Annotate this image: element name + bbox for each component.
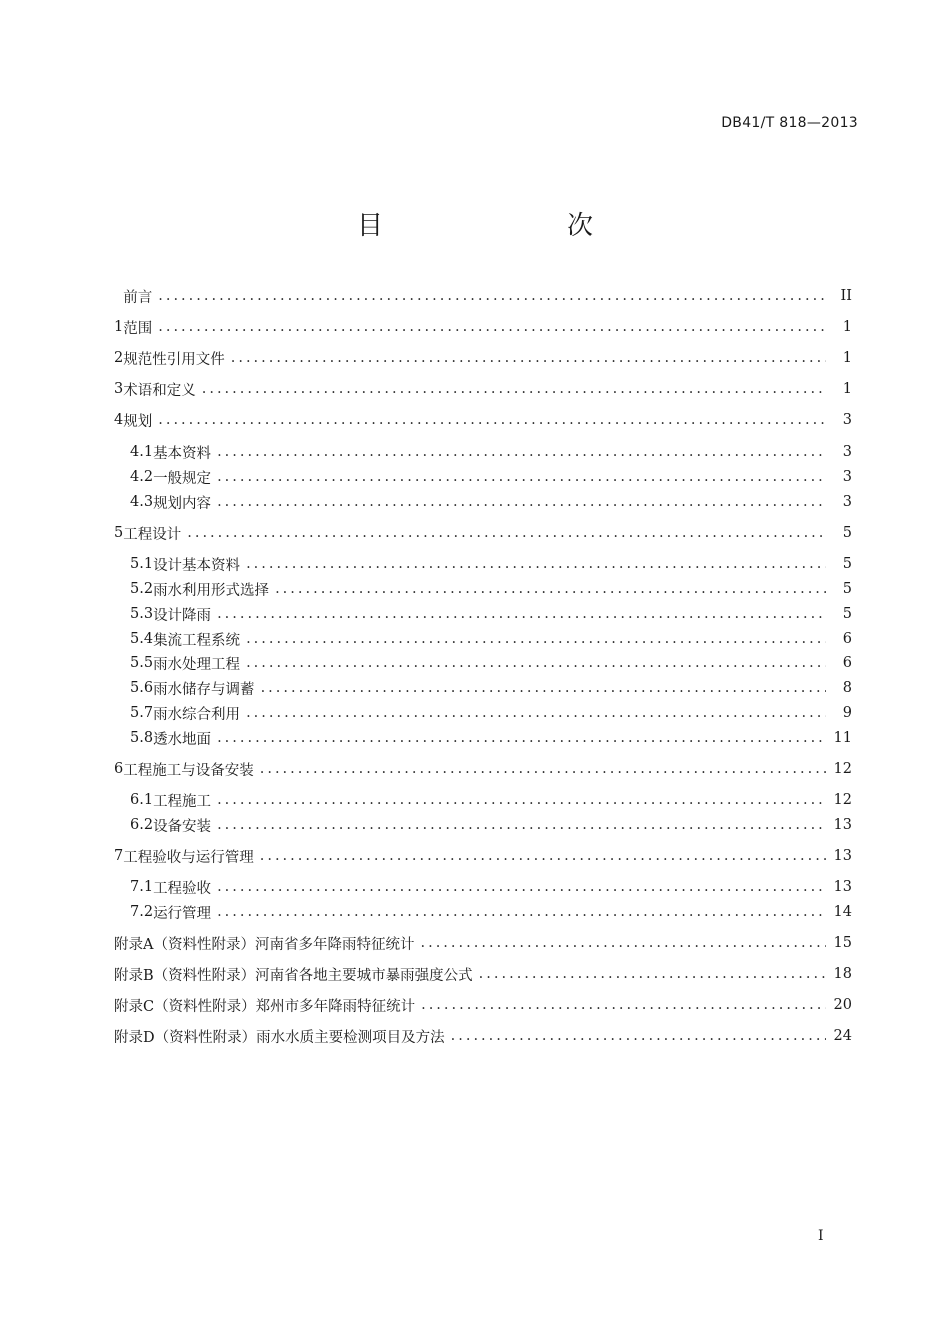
toc-entry-page: 6: [842, 631, 852, 647]
toc-entry[interactable]: [114, 757, 852, 781]
toc-leader-dots: [275, 581, 826, 597]
toc-leader-dots: [217, 817, 826, 833]
toc-entry-page: 14: [833, 904, 852, 920]
toc-entry-page: 11: [833, 730, 852, 746]
toc-entry-page: 8: [842, 680, 852, 696]
toc-leader-dots: [217, 730, 826, 746]
toc-leader-dots: [187, 525, 826, 541]
toc-entry-label: 前言: [123, 289, 153, 306]
toc-leader-dots: [158, 288, 826, 304]
toc-entry-number: 6: [114, 761, 124, 777]
toc-leader-dots: [217, 444, 826, 460]
toc-entry-page: II: [840, 288, 852, 304]
toc-entry-number: 6.2: [130, 817, 154, 833]
toc-entry-page: 1: [842, 350, 852, 366]
toc-entry-label: 雨水处理工程: [153, 656, 241, 673]
toc-entry[interactable]: [114, 577, 852, 601]
toc-entry-number: 1: [114, 319, 124, 335]
toc-entry[interactable]: [114, 813, 852, 837]
toc-entry-label: 透水地面: [153, 731, 212, 748]
toc-entry-label: 设备安装: [153, 818, 212, 835]
toc-leader-dots: [246, 631, 826, 647]
toc-entry[interactable]: [114, 440, 852, 464]
toc-entry-number: 5.3: [130, 606, 154, 622]
toc-entry[interactable]: [114, 1024, 852, 1048]
toc-entry[interactable]: [114, 701, 852, 725]
toc-entry-page: 6: [842, 655, 852, 671]
toc-entry[interactable]: [114, 931, 852, 955]
toc-entry-number: 4.2: [130, 469, 154, 485]
toc-entry-label: 规划: [123, 413, 153, 430]
toc-entry[interactable]: [114, 346, 852, 370]
toc-entry[interactable]: [114, 844, 852, 868]
toc-entry-label: 术语和定义: [123, 382, 196, 399]
toc-entry-number: 附录A（资料性附录）: [114, 936, 255, 953]
toc-leader-dots: [246, 556, 826, 572]
toc-entry-page: 5: [842, 556, 852, 572]
toc-leader-dots: [421, 997, 826, 1013]
toc-entry-page: 3: [842, 494, 852, 510]
toc-entry-label: 工程验收: [153, 880, 212, 897]
toc-leader-dots: [451, 1028, 826, 1044]
toc-leader-dots: [217, 469, 826, 485]
toc-entry[interactable]: [114, 408, 852, 432]
toc-entry-number: 7.1: [130, 879, 154, 895]
toc-leader-dots: [260, 761, 826, 777]
toc-entry-number: 5.8: [130, 730, 154, 746]
toc-leader-dots: [217, 879, 826, 895]
toc-entry-label: 工程施工: [153, 793, 212, 810]
toc-entry-number: 5.5: [130, 655, 154, 671]
toc-entry-number: 6.1: [130, 792, 154, 808]
toc-entry-page: 20: [833, 997, 852, 1013]
toc-entry-label: 范围: [123, 320, 153, 337]
toc-entry[interactable]: [114, 627, 852, 651]
toc-entry-number: 4.3: [130, 494, 154, 510]
page-title: 目 次: [356, 211, 637, 241]
toc-leader-dots: [217, 494, 826, 510]
toc-entry[interactable]: [114, 490, 852, 514]
toc-leader-dots: [158, 319, 826, 335]
toc-entry-label: 设计基本资料: [153, 557, 241, 574]
toc-leader-dots: [260, 848, 826, 864]
toc-entry[interactable]: [114, 676, 852, 700]
toc-entry-number: 5: [114, 525, 124, 541]
toc-entry-label: 雨水储存与调蓄: [153, 681, 255, 698]
toc-entry[interactable]: [114, 377, 852, 401]
toc-leader-dots: [231, 350, 826, 366]
toc-leader-dots: [202, 381, 826, 397]
toc-entry-label: 基本资料: [153, 445, 212, 462]
toc-entry-number: 3: [114, 381, 124, 397]
toc-entry-page: 3: [842, 444, 852, 460]
toc-leader-dots: [217, 904, 826, 920]
toc-entry[interactable]: [114, 900, 852, 924]
toc-entry[interactable]: [114, 552, 852, 576]
toc-entry-number: 5.6: [130, 680, 154, 696]
toc-entry-number: 附录C（资料性附录）: [114, 998, 256, 1015]
toc-entry-number: 5.7: [130, 705, 154, 721]
toc-entry-number: 5.2: [130, 581, 154, 597]
toc-entry-page: 12: [833, 792, 852, 808]
toc-leader-dots: [217, 792, 826, 808]
toc-entry-number: 附录B（资料性附录）: [114, 967, 256, 984]
toc-entry-label: 工程施工与设备安装: [123, 762, 254, 779]
toc-entry-number: 4: [114, 412, 124, 428]
toc-entry-page: 3: [842, 412, 852, 428]
toc-entry-number: 5.1: [130, 556, 154, 572]
toc-entry-page: 1: [842, 319, 852, 335]
toc-entry-label: 设计降雨: [153, 607, 212, 624]
toc-leader-dots: [246, 655, 826, 671]
toc-entry-label: 工程设计: [123, 526, 182, 543]
toc-entry-number: 附录D（资料性附录）: [114, 1029, 257, 1046]
toc-leader-dots: [420, 935, 826, 951]
toc-entry[interactable]: [114, 651, 852, 675]
toc-entry-number: 4.1: [130, 444, 154, 460]
toc-leader-dots: [479, 966, 826, 982]
toc-entry[interactable]: [114, 315, 852, 339]
toc-entry-page: 5: [842, 581, 852, 597]
toc-entry-label: 雨水利用形式选择: [153, 582, 270, 599]
toc-entry-label: 集流工程系统: [153, 632, 241, 649]
toc-entry-page: 13: [833, 848, 852, 864]
toc-leader-dots: [261, 680, 826, 696]
toc-entry-page: 13: [833, 879, 852, 895]
toc-entry-number: 7.2: [130, 904, 154, 920]
toc-entry-label: 河南省各地主要城市暴雨强度公式: [255, 967, 473, 984]
toc-entry[interactable]: [114, 962, 852, 986]
toc-entry-number: 2: [114, 350, 124, 366]
toc-entry-label: 规范性引用文件: [123, 351, 225, 368]
toc-entry-label: 运行管理: [153, 905, 212, 922]
toc-entry-page: 18: [833, 966, 852, 982]
page-number: I: [818, 1228, 824, 1244]
toc-entry[interactable]: [114, 521, 852, 545]
toc-leader-dots: [246, 705, 826, 721]
toc-entry[interactable]: [114, 465, 852, 489]
toc-entry-label: 郑州市多年降雨特征统计: [255, 998, 416, 1015]
toc-entry-label: 工程验收与运行管理: [123, 849, 254, 866]
toc-entry-number: 5.4: [130, 631, 154, 647]
toc-entry-label: 河南省多年降雨特征统计: [254, 936, 415, 953]
toc-entry-number: 7: [114, 848, 124, 864]
toc-entry-label: 一般规定: [153, 470, 212, 487]
toc-entry-page: 15: [833, 935, 852, 951]
toc-leader-dots: [158, 412, 826, 428]
toc-entry-label: 雨水水质主要检测项目及方法: [256, 1029, 445, 1046]
toc-leader-dots: [217, 606, 826, 622]
toc-entry[interactable]: [114, 602, 852, 626]
toc-entry[interactable]: [114, 726, 852, 750]
toc-entry-page: 24: [833, 1028, 852, 1044]
toc-entry[interactable]: [114, 993, 852, 1017]
toc-entry-page: 1: [842, 381, 852, 397]
document-code: DB41/T 818—2013: [721, 115, 858, 131]
toc-entry-page: 12: [833, 761, 852, 777]
toc-entry-page: 9: [842, 705, 852, 721]
toc-entry-label: 雨水综合利用: [153, 706, 241, 723]
toc-entry-page: 5: [842, 525, 852, 541]
toc-entry-page: 5: [842, 606, 852, 622]
toc-entry[interactable]: [114, 284, 852, 308]
toc-entry-page: 13: [833, 817, 852, 833]
toc-entry[interactable]: [114, 875, 852, 899]
toc-entry[interactable]: [114, 788, 852, 812]
toc-entry-label: 规划内容: [153, 495, 212, 512]
toc-entry-page: 3: [842, 469, 852, 485]
